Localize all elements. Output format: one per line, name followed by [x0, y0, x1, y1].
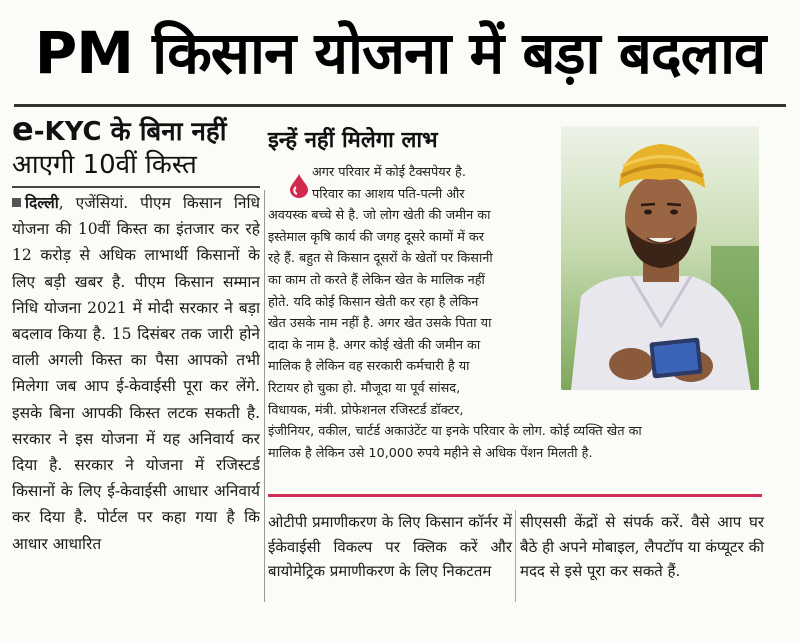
box-heading: इन्हें नहीं मिलेगा लाभ [268, 128, 438, 153]
box-line: का काम तो करते हैं लेकिन खेत के मालिक नहीं [268, 272, 485, 288]
box-line: इंजीनियर, वकील, चार्टर्ड अकाउंटेंट या इनके परिवार के लोग. कोई व्यक्ति खेत का [268, 424, 642, 440]
box-line: इस्तेमाल कृषि कार्य की जगह दूसरे कामों में कर [268, 229, 484, 245]
subhead-rest: -KYC के बिना नहीं [33, 117, 227, 147]
left-column-article [12, 190, 260, 610]
box-line: विधायक, मंत्री. प्रोफेशनल रजिस्टर्ड डॉक्टर, [268, 402, 464, 418]
top-rule [14, 104, 786, 107]
box-line: होते. यदि कोई किसान खेती कर रहा है लेकिन [268, 294, 479, 310]
middle-column-text: ओटीपी प्रमाणीकरण के लिए किसान कॉर्नर में ईकेवाईसी विकल्प पर क्लिक करें और बायोमेट्रिक प्रमाणीकरण के लिए निकटतम [268, 513, 512, 580]
subhead-e: e [12, 110, 34, 148]
farmer-photo [561, 126, 759, 390]
box-line: रिटायर हो चुका हो. मौजूदा या पूर्व सांसद, [268, 380, 461, 396]
right-column-text: सीएससी केंद्रों से संपर्क करें. वैसे आप घर बैठे ही अपने मोबाइल, लैपटॉप या कंप्यूटर की मदद से इसे पूरा कर सकते हैं. [520, 513, 764, 580]
box-line: अगर परिवार में कोई टैक्सपेयर है. [312, 165, 466, 180]
column-divider [264, 190, 265, 602]
box-line: अवयस्क बच्चे से है. जो लोग खेती की जमीन का [268, 208, 491, 224]
dateline: दिल्ली [25, 194, 59, 212]
left-subhead-rule [12, 186, 260, 188]
left-subhead-line1 [12, 112, 262, 149]
box-line: मालिक है लेकिन उसे 10,000 रुपये महीने से अधिक पेंशन मिलती है. [268, 445, 593, 461]
box-line: मालिक है लेकिन वह सरकारी कर्मचारी है या [268, 359, 470, 375]
box-line: खेत उसके नाम नहीं है. अगर खेत उसके पिता या [268, 316, 492, 332]
left-column-text: , एजेंसियां. पीएम किसान निधि योजना की 10वीं किस्त का इंतजार कर रहे 12 करोड़ से अधिक लाभार्थी किसानों के लिए बड़ी खबर है. पीएम किसान सम्मान निधि योजना 2021 में मोदी सरकार ने बड़ा बदलाव किया है. 15 दिसंबर तक जारी होने वाली अगली किस्त का पैसा आपको तभी मिलेगा जब आप ई-केवाईसी पूरा कर लेंगे. इसके बिना आपकी किस्त लटक सकती है. सरकार ने इस योजना में यह अनिवार्य कर दिया है. सरकार ने योजना में रजिस्टर्ड किसानों के लिए ई-केवाईसी आधार अनिवार्य कर दिया है. पोर्टल पर कहा गया है कि आधार आधारित [12, 194, 260, 553]
cut-off-next-headline [30, 618, 770, 643]
left-subhead-line2: आएगी 10वीं किस्त [12, 150, 197, 180]
box-line: रहे हैं. बहुत से किसान दूसरों के खेतों पर किसानी [268, 251, 493, 267]
box-line: दादा के नाम है. अगर कोई खेती की जमीन का [268, 337, 481, 353]
box-line: परिवार का आशय पति-पत्नी और [312, 186, 465, 202]
accent-red-rule [268, 494, 762, 497]
column-divider-2 [515, 510, 516, 602]
headline: PM किसान योजना में बड़ा बदलाव [34, 19, 766, 87]
bullet-square-icon [12, 198, 21, 207]
